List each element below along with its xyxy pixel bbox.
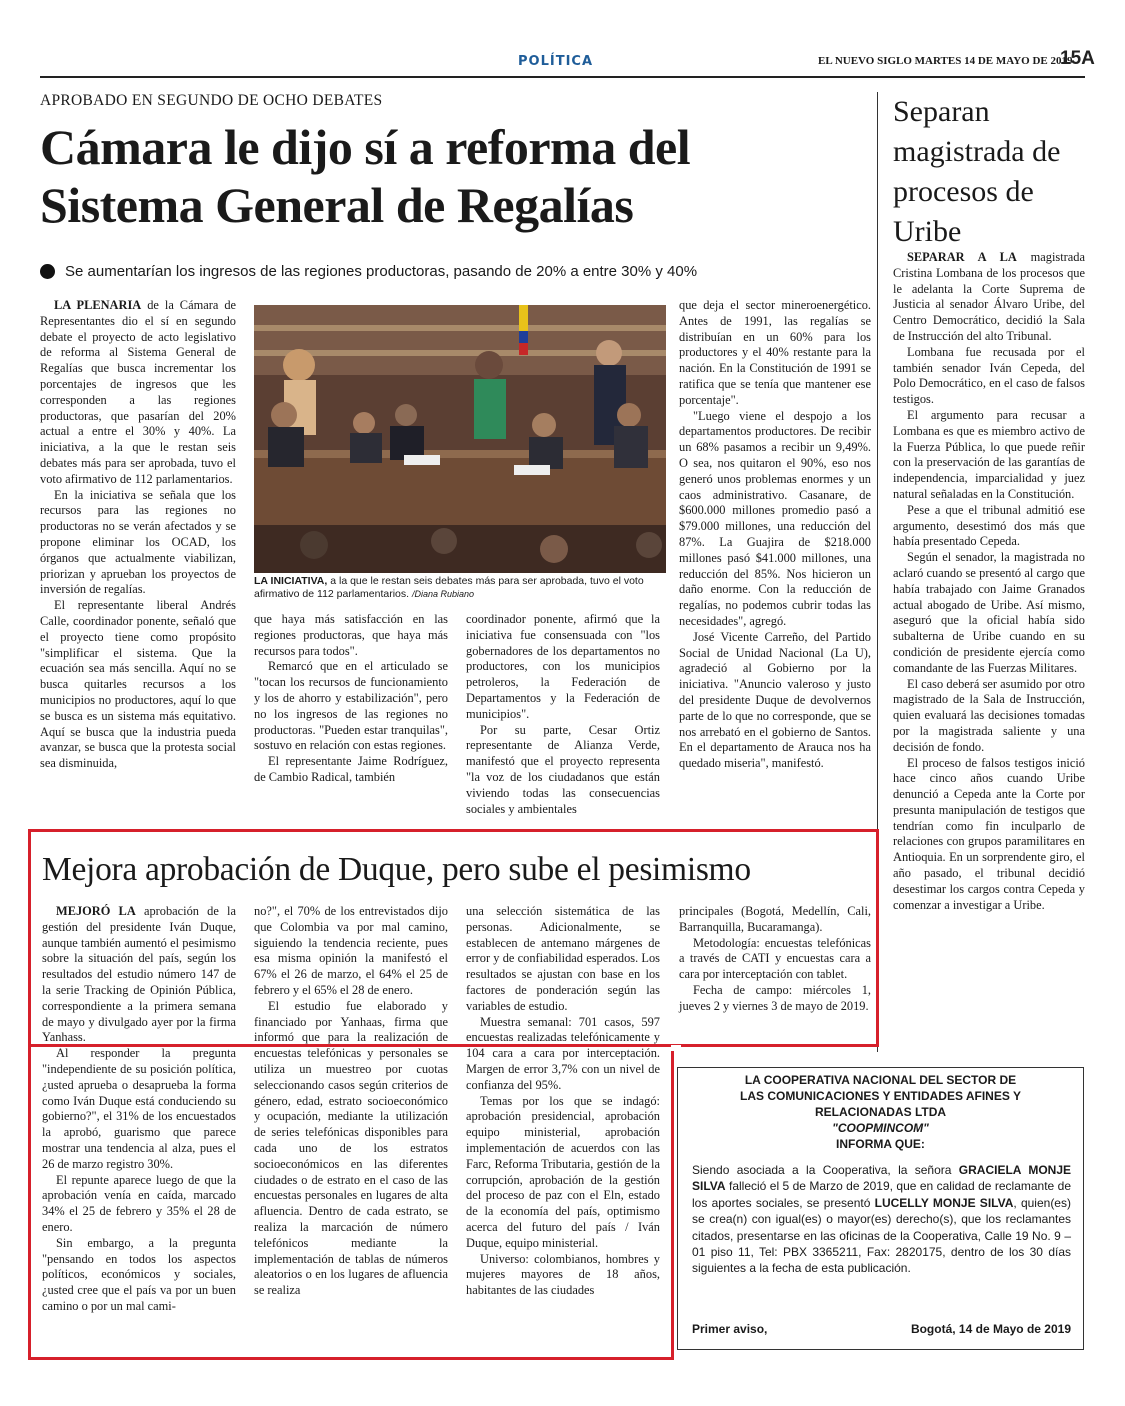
poll-column-3 xyxy=(466,904,660,1299)
main-headline: Cámara le dijo sí a reforma del Sistema General de Regalías xyxy=(40,119,691,233)
paragraph: que deja el sector mineroenergético. Antes de 1991, las regalías se distribuían en un 60% para los productores y el 40% restante para la nación. En la Constitución de 1991 se ratifica que se tenía que mantener ese porcentaje". xyxy=(679,298,871,407)
photo-caption xyxy=(254,575,664,601)
bullet-icon xyxy=(40,264,55,279)
paragraph: José Vicente Carreño, del Partido Social de Unidad Nacional (La U), agradeció al Gobierno por la iniciativa. "Anuncio valeroso y justo del presidente Duque de devolvernos parte de lo que no corresponde, que se nos arrebató en el gobierno de Santos. En el departamento de Arauca nos ha quedado miseria", manifestó. xyxy=(679,629,871,771)
paragraph: que haya más satisfacción en las regiones productoras, que haya más recursos para todos". xyxy=(254,612,448,658)
notice-name-2: LUCELLY MONJE SILVA xyxy=(874,1195,1014,1210)
notice-heading-2: LAS COMUNICACIONES Y ENTIDADES AFINES Y xyxy=(740,1089,1021,1103)
notice-footer-left: Primer aviso, xyxy=(692,1321,768,1336)
paragraph: El caso deberá ser asumido por otro magistrado de la Sala de Instrucción, quien evaluará las decisiones tomadas por la magistrada saliente y una decisión de fondo. xyxy=(893,676,1085,754)
kicker: APROBADO EN SEGUNDO DE OCHO DEBATES xyxy=(40,92,383,109)
paragraph: El estudio fue elaborado y financiado por Yanhaas, firma que informó que para la realización de encuestas telefónicas y personales se utiliza un muestreo por cuotas seleccionando casos según criterios de género, edad, estrato socioeconómico y ocupación, mediante la utilización de series telefónicas disponibles para cada uno de los estratos socioeconómicos en las diferentes ciudades o de estrato en el caso de las encuestas personales en lugares de alta afluencia. Dentro de cada estrato, se realiza la marcación de número telefónicos mediante la implementación de tablas de números aleatorios o en los lugares de afluencia se realiza xyxy=(254,998,448,1298)
cooperative-notice xyxy=(677,1067,1084,1350)
subhead-text: Se aumentarían los ingresos de las regiones productoras, pasando de 20% a entre 30% y 40% xyxy=(65,263,698,280)
poll-column-1 xyxy=(42,904,236,1315)
paragraph: Al responder la pregunta "independiente de su posición política, ¿usted aprueba o desaprueba la forma como Iván Duque está conduciendo su gobierno?", el 31% de los encuestados la aprobó, guarismo que parece mostrar una tendencia al alza, pues el 26 de marzo registro 30%. xyxy=(42,1046,236,1171)
paragraph: Según el senador, la magistrada no aclaró cuando se presentó al cargo que había trabajado con Jaime Granados actual abogado de Uribe. Así mismo, aseguró que la oficial había sido subalterna de Uribe cuando en su condición de presidente ejercía como comandante de las Fuerzas Militares. xyxy=(893,550,1085,675)
article-column-2 xyxy=(254,612,448,786)
second-headline: Mejora aprobación de Duque, pero sube el pesimismo xyxy=(42,851,751,888)
paragraph: El proceso de falsos testigos inició hace cinco años cuando Uribe denunció a Cepeda ante la Corte por presunta manipulación de testigos que tendrían como fin inculparlo de relaciones con grupos paramilitares en Antioquia. En un sorprendente giro, el año pasado, el tribunal decidió desestimar los cargos contra Cepeda y comenzar a investigar a Uribe. xyxy=(893,755,1085,912)
notice-heading-4: "COOPMINCOM" xyxy=(832,1121,929,1135)
paragraph: Lombana fue recusada por el también senador Iván Cepeda, del Polo Democrático, en el caso de falsos testigos. xyxy=(893,344,1085,407)
paragraph: principales (Bogotá, Medellín, Cali, Barranquilla, Bucaramanga). xyxy=(679,904,871,934)
paragraph: Fecha de campo: miércoles 1, jueves 2 y viernes 3 de mayo de 2019. xyxy=(679,982,871,1013)
notice-body: Siendo asociada a la Cooperativa, la señora GRACIELA MONJE SILVA falleció el 5 de Marzo de 2019, que en calidad de reclamante de los aportes sociales, se presentó LUCELLY MONJE SILVA, quien(es) se crea(n) con igual(es) o mayor(es) derecho(s), que los reclamantes citados, presentarse en las oficinas de la Cooperativa, Calle 19 No. 9 – 01 piso 11, Tel: PBX 3365211, Fax: 2820175, dentro de los 30 días siguientes a la fecha de esta publicación. xyxy=(692,1163,1072,1276)
paragraph: coordinador ponente, afirmó que la iniciativa fue consensuada con "los gobernadores de los departamentos no productores, con los municipios petroleros, la Federación de Departamentos y la Federación de municipios". xyxy=(466,612,660,721)
lead-in: MEJORÓ LA xyxy=(56,904,136,918)
paragraph: El argumento para recusar a Lombana es que es miembro activo de la Fuerza Pública, lo que puede reñir con la preservación de las garantías de independencia, imparcialidad y juez natural señaladas en la Constitución. xyxy=(893,407,1085,501)
paragraph: aprobación de la gestión del presidente Iván Duque, aunque también aumentó el pesimismo sobre la situación del país, según los resultados del estudio número 147 de la serie Tracking de Opinión Pública, correspondiente a la primera semana de mayo y divulgado ayer por la firma Yanhass. xyxy=(42,904,236,1045)
photo-credit: /Diana Rubiano xyxy=(411,589,475,599)
paragraph: El representante Jaime Rodríguez, de Cambio Radical, también xyxy=(254,754,448,784)
paragraph: El representante liberal Andrés Calle, coordinador ponente, señaló que el proyecto tiene como propósito "simplificar el sistema. Que la ecuación sea más sencilla. Aquí no se busca quitarles recursos a los municipios no productores, aquí lo que se busca es un sistema más equitativo. Aquí se busca que la industria pueda avanzar, se busca que la protesta social sea disminuida, xyxy=(40,598,236,771)
masthead-date: EL NUEVO SIGLO MARTES 14 DE MAYO DE 2019 xyxy=(818,55,1073,67)
paragraph: de la Cámara de Representantes dio el sí en segundo debate el proyecto de acto legislativo de reforma al Sistema General de Regalías que busca incrementar los porcentajes de ingresos que les corresponden a las regiones productoras, que pasarían del 20% actual a entre el 30% y 40%. La iniciativa, a la que le restan seis debates más para ser aprobada, tuvo el voto afirmativo de 112 parlamentarios. xyxy=(40,298,237,486)
section-label: POLÍTICA xyxy=(518,54,594,69)
paragraph: Metodología: encuestas telefónicas a través de CATI y encuestas cara a cara por interceptación con tablet. xyxy=(679,935,871,982)
paragraph: magistrada Cristina Lombana de los procesos que le adelanta la Corte Suprema de Justicia al senador Álvaro Uribe, del Centro Democrático, decidió la Sala de Instrucción del alto Tribunal. xyxy=(893,250,1085,343)
paragraph: El repunte aparece luego de que la aprobación venía en caída, marcado 34% el 25 de febrero y 35% el 28 de enero. xyxy=(42,1172,236,1234)
article-column-3 xyxy=(466,612,660,817)
chamber-photo-illustration xyxy=(254,305,666,573)
paragraph: "Luego viene el despojo a los departamentos productores. De recibir un 68% pasamos a recibir un 9,49%. O sea, nos quitaron el 90%, eso nos generó unos problemas enormes y un caos administrativo. Casanare, de $600.000 millones promedio pasó a $79.000 millones, una reducción del 87%. La Guajira de $218.000 millones pasó $41.000 millones, una reducción del 85%. Nos hicieron un daño enorme. Con la reducción de regalías, no podemos cubrir todas las necesidades", agregó. xyxy=(679,408,871,628)
notice-name-1: GRACIELA MONJE SILVA xyxy=(692,1163,1072,1194)
poll-column-2 xyxy=(254,904,448,1299)
notice-heading-1: LA COOPERATIVA NACIONAL DEL SECTOR DE xyxy=(744,1073,1017,1087)
article-column-4 xyxy=(679,298,871,772)
caption-lead: LA INICIATIVA, xyxy=(254,575,328,587)
paragraph: Por su parte, Cesar Ortiz representante de Alianza Verde, manifestó que el proyecto representa "la voz de los ciudadanos que están viviendo todas las consecuencias sociales y ambientales xyxy=(466,722,660,816)
notice-heading-5: INFORMA QUE: xyxy=(836,1137,925,1151)
top-rule xyxy=(40,76,1085,78)
sidebar-headline: Separan magistrada de procesos de Uribe xyxy=(893,95,1061,248)
paragraph: Pese a que el tribunal admitió ese argumento, desestimó dos más que había presentado Cepeda. xyxy=(893,502,1085,549)
notice-heading-3: RELACIONADAS LTDA xyxy=(814,1105,947,1119)
notice-footer-right: Bogotá, 14 de Mayo de 2019 xyxy=(910,1321,1071,1336)
paragraph: Remarcó que en el articulado se "tocan los recursos de funcionamiento y los de ahorro y estabilización", pero no los ingresos de las regiones no productoras. "Pueden estar tranquilas", sostuvo en relación con estas regiones. xyxy=(254,659,448,753)
lead-in: LA PLENARIA xyxy=(54,298,142,312)
caption-text: a la que le restan seis debates más para ser aprobada, tuvo el voto afirmativo de 112 parlamentarios. xyxy=(254,575,644,600)
chamber-photo xyxy=(254,305,666,573)
article-column-1 xyxy=(40,298,236,772)
lead-in: SEPARAR A LA xyxy=(907,250,1017,264)
paragraph: Sin embargo, a la pregunta "pensando en todos los aspectos políticos, económicos y sociales, ¿usted cree que el país va por un buen camino o por un mal cami- xyxy=(42,1235,236,1313)
notice-footer xyxy=(692,1321,1071,1337)
paragraph: Temas por los que se indagó: aprobación presidencial, aprobación equipo ministerial, aprobación implementación de acuerdos con las Farc, Reforma Tributaria, gestión de la corrupción, aprobación de la gestión del proceso de paz con el Eln, estado de la economía del país, optimismo acerca del futuro del país / Iván Duque, equipo ministerial. xyxy=(466,1093,660,1250)
subhead xyxy=(40,263,880,280)
paragraph: Universo: colombianos, hombres y mujeres mayores de 18 años, habitantes de las ciudades xyxy=(466,1251,660,1298)
poll-column-4 xyxy=(679,904,871,1015)
paragraph: En la iniciativa se señala que los recursos para las regiones no productoras no se verán afectados y se propone eliminar los OCAD, los órganos que actualmente viabilizan, priorizan y aprueban los proyectos de inversión de regalías. xyxy=(40,487,236,597)
paragraph: una selección sistemática de las personas. Adicionalmente, se establecen de antemano márgenes de error y de confiabilidad esperados. Los resultados se ajustan con base en los factores de ponderación según las variables de estudio. xyxy=(466,904,660,1013)
page-number: 15A xyxy=(1060,48,1095,69)
paragraph: no?", el 70% de los entrevistados dijo que Colombia va por mal camino, siguiendo la tendencia reciente, pues esa misma opinión la manifestó el 67% el 26 de marzo, el 64% el 25 de febrero y el 65% el 28 de enero. xyxy=(254,904,448,997)
paragraph: Muestra semanal: 701 casos, 597 encuestas realizadas telefónicamente y 104 cara a cara por interceptación. Margen de error 3,7% con un nivel de confianza del 95%. xyxy=(466,1014,660,1092)
sidebar-column xyxy=(893,250,1085,913)
